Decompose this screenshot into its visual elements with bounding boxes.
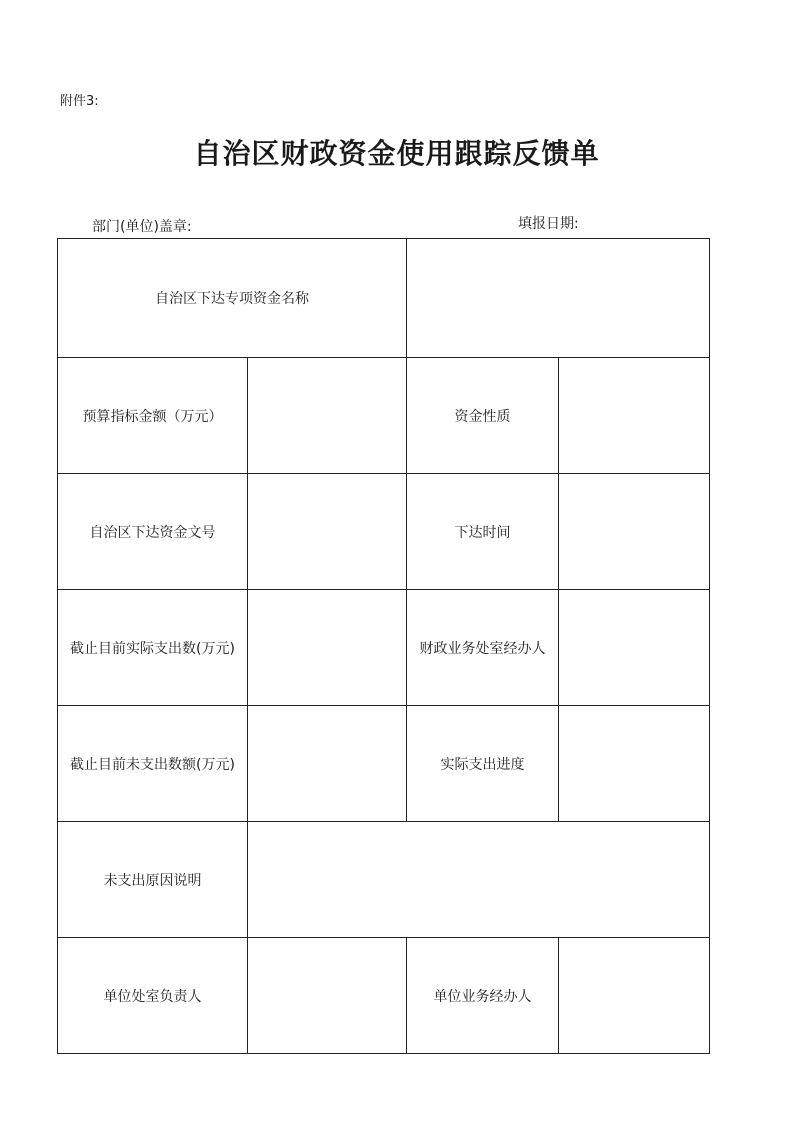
unspent-reason-label: 未支出原因说明 (58, 822, 248, 938)
actual-progress-label: 实际支出进度 (407, 706, 559, 822)
department-seal-label: 部门(单位)盖章: (92, 219, 192, 235)
document-number-label: 自治区下达资金文号 (58, 474, 248, 590)
document-number-field[interactable] (248, 474, 407, 590)
unspent-reason-field[interactable] (248, 822, 710, 938)
actual-expenditure-field[interactable] (248, 590, 407, 706)
form-row-unspent-reason (58, 822, 710, 938)
unspent-amount-label: 截止目前未支出数额(万元) (58, 706, 248, 822)
form-row-actual-expenditure (58, 590, 710, 706)
finance-handler-field[interactable] (559, 590, 710, 706)
finance-handler-label: 财政业务处室经办人 (407, 590, 559, 706)
budget-amount-label: 预算指标金额（万元） (58, 358, 248, 474)
fund-nature-field[interactable] (559, 358, 710, 474)
attachment-label: 附件3: (60, 94, 99, 109)
page-title: 自治区财政资金使用跟踪反馈单 (193, 137, 600, 170)
actual-expenditure-label: 截止目前实际支出数(万元) (58, 590, 248, 706)
form-row-signatures (58, 938, 710, 1054)
issue-time-label: 下达时间 (407, 474, 559, 590)
unspent-amount-field[interactable] (248, 706, 407, 822)
fund-name-field[interactable] (407, 239, 710, 358)
unit-handler-field[interactable] (559, 938, 710, 1054)
unit-responsible-field[interactable] (248, 938, 407, 1054)
budget-amount-field[interactable] (248, 358, 407, 474)
unit-responsible-label: 单位处室负责人 (58, 938, 248, 1054)
unit-handler-label: 单位业务经办人 (407, 938, 559, 1054)
fund-nature-label: 资金性质 (407, 358, 559, 474)
form-row-unspent-amount (58, 706, 710, 822)
actual-progress-field[interactable] (559, 706, 710, 822)
fund-name-label: 自治区下达专项资金名称 (58, 239, 407, 358)
form-row-budget (58, 358, 710, 474)
form-row-fund-name (58, 239, 710, 358)
feedback-form-table (57, 238, 710, 1054)
fill-date-label: 填报日期: (518, 216, 579, 232)
form-row-document (58, 474, 710, 590)
issue-time-field[interactable] (559, 474, 710, 590)
